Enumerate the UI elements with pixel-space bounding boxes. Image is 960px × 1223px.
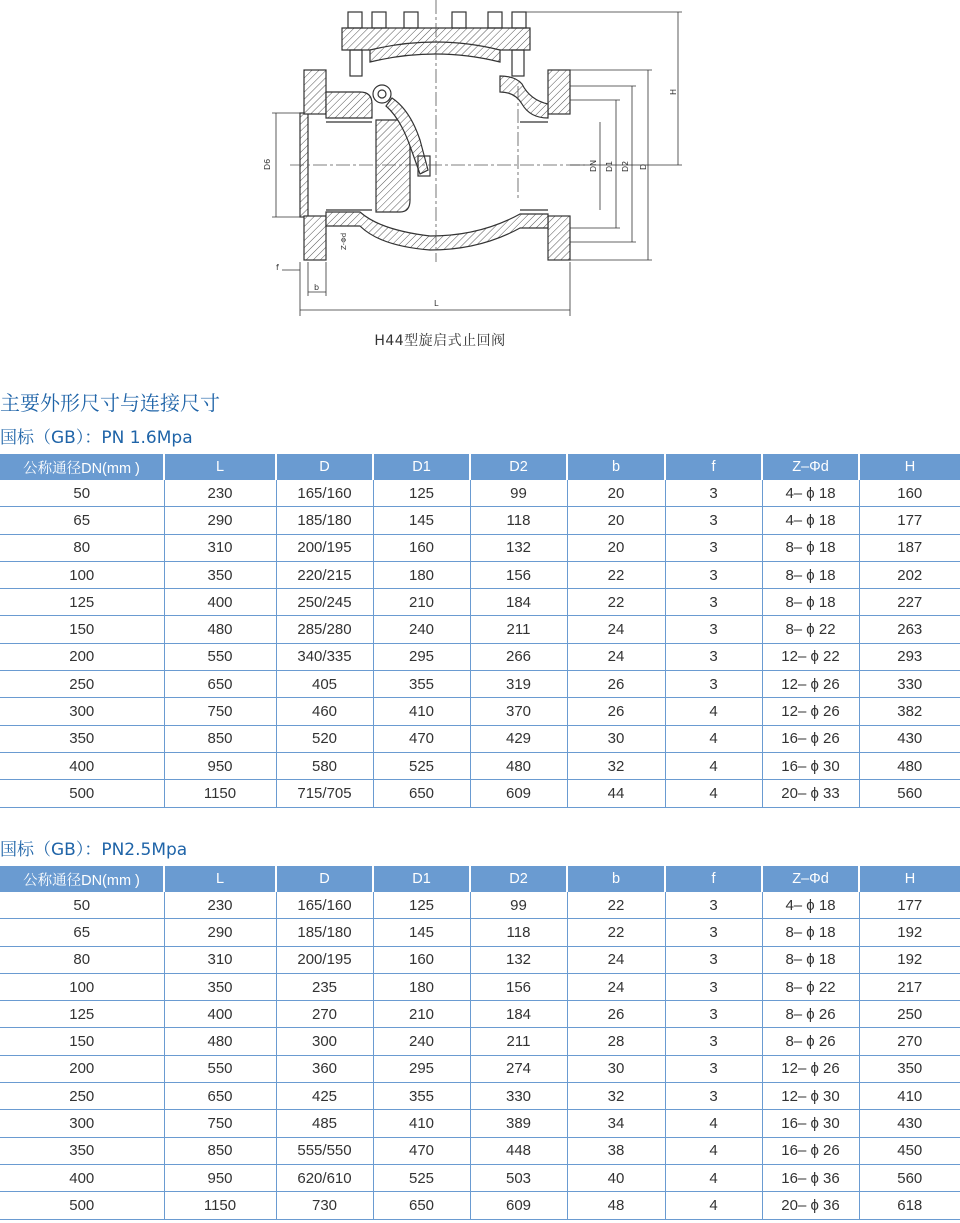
table-cell: 4 <box>665 1110 762 1137</box>
table-cell: 165/160 <box>276 480 373 507</box>
table-row <box>0 1028 960 1055</box>
table-cell: 217 <box>859 973 960 1000</box>
table-cell: 30 <box>567 725 665 752</box>
table-cell: 160 <box>373 946 470 973</box>
spec-table-pn25 <box>0 866 960 1220</box>
table-cell: 100 <box>0 973 164 1000</box>
table-cell: 750 <box>164 698 276 725</box>
table-cell: 850 <box>164 725 276 752</box>
table-cell: 350 <box>0 1137 164 1164</box>
table-cell: 4 <box>665 1192 762 1219</box>
table-cell: 220/215 <box>276 561 373 588</box>
table-cell: 480 <box>164 616 276 643</box>
table-body <box>0 892 960 1219</box>
table-cell: 3 <box>665 919 762 946</box>
table-cell: 50 <box>0 892 164 919</box>
table-cell: 26 <box>567 1001 665 1028</box>
table-cell: 3 <box>665 480 762 507</box>
table-cell: 12– ϕ 22 <box>762 643 859 670</box>
table-cell: 410 <box>859 1083 960 1110</box>
table-cell: 3 <box>665 946 762 973</box>
table-cell: 145 <box>373 919 470 946</box>
table-cell: 618 <box>859 1192 960 1219</box>
table-cell: 400 <box>0 1164 164 1191</box>
table-cell: 382 <box>859 698 960 725</box>
table-cell: 3 <box>665 1001 762 1028</box>
table-cell: 12– ϕ 26 <box>762 671 859 698</box>
table-row <box>0 725 960 752</box>
table-cell: 609 <box>470 1192 567 1219</box>
table-cell: 4 <box>665 725 762 752</box>
table-cell: 350 <box>0 725 164 752</box>
table-cell: 240 <box>373 1028 470 1055</box>
dim-f-label: f <box>276 263 279 272</box>
column-header: f <box>665 454 762 480</box>
table-cell: 1150 <box>164 1192 276 1219</box>
table-cell: 430 <box>859 725 960 752</box>
table-cell: 3 <box>665 643 762 670</box>
table-cell: 4 <box>665 1137 762 1164</box>
table-cell: 448 <box>470 1137 567 1164</box>
table-cell: 555/550 <box>276 1137 373 1164</box>
table-cell: 20– ϕ 36 <box>762 1192 859 1219</box>
table-cell: 250 <box>859 1001 960 1028</box>
table-cell: 99 <box>470 480 567 507</box>
column-header: b <box>567 866 665 892</box>
table-cell: 8– ϕ 22 <box>762 973 859 1000</box>
table-cell: 192 <box>859 919 960 946</box>
table-cell: 202 <box>859 561 960 588</box>
column-header: Z–Φd <box>762 866 859 892</box>
dim-D6-label: D6 <box>263 158 272 170</box>
column-header: D1 <box>373 866 470 892</box>
table-cell: 410 <box>373 698 470 725</box>
table-cell: 560 <box>859 780 960 807</box>
column-header: H <box>859 866 960 892</box>
table-cell: 8– ϕ 18 <box>762 534 859 561</box>
table-cell: 210 <box>373 589 470 616</box>
table-cell: 20 <box>567 480 665 507</box>
table-row <box>0 1192 960 1219</box>
table-cell: 200/195 <box>276 946 373 973</box>
table-row <box>0 919 960 946</box>
table-cell: 500 <box>0 1192 164 1219</box>
table-cell: 4 <box>665 698 762 725</box>
table-row <box>0 534 960 561</box>
table-cell: 8– ϕ 26 <box>762 1028 859 1055</box>
table-cell: 355 <box>373 671 470 698</box>
table-cell: 3 <box>665 534 762 561</box>
table-row <box>0 616 960 643</box>
table-cell: 40 <box>567 1164 665 1191</box>
table-cell: 50 <box>0 480 164 507</box>
table-cell: 620/610 <box>276 1164 373 1191</box>
table-cell: 550 <box>164 643 276 670</box>
table-cell: 4– ϕ 18 <box>762 892 859 919</box>
table-2-title: 国标（GB）：PN2.5Mpa <box>0 840 188 860</box>
table-cell: 165/160 <box>276 892 373 919</box>
table-cell: 8– ϕ 26 <box>762 1001 859 1028</box>
dim-D2-label: D2 <box>621 160 630 172</box>
table-cell: 370 <box>470 698 567 725</box>
table-cell: 389 <box>470 1110 567 1137</box>
table-cell: 400 <box>0 752 164 779</box>
table-cell: 3 <box>665 561 762 588</box>
table-cell: 20 <box>567 534 665 561</box>
column-header: f <box>665 866 762 892</box>
table-cell: 65 <box>0 507 164 534</box>
spec-table-pn16 <box>0 454 960 808</box>
table-cell: 184 <box>470 1001 567 1028</box>
table-cell: 3 <box>665 1083 762 1110</box>
table-cell: 750 <box>164 1110 276 1137</box>
table-row <box>0 589 960 616</box>
table-cell: 4 <box>665 1164 762 1191</box>
table-row <box>0 561 960 588</box>
table-row <box>0 1083 960 1110</box>
table-cell: 430 <box>859 1110 960 1137</box>
table-cell: 8– ϕ 18 <box>762 946 859 973</box>
table-cell: 300 <box>276 1028 373 1055</box>
table-cell: 16– ϕ 26 <box>762 1137 859 1164</box>
table-cell: 24 <box>567 643 665 670</box>
table-cell: 3 <box>665 507 762 534</box>
table-cell: 310 <box>164 534 276 561</box>
table-row <box>0 892 960 919</box>
table-cell: 480 <box>859 752 960 779</box>
column-header: D <box>276 454 373 480</box>
table-cell: 160 <box>859 480 960 507</box>
table-cell: 80 <box>0 534 164 561</box>
table-cell: 3 <box>665 589 762 616</box>
table-cell: 715/705 <box>276 780 373 807</box>
table-cell: 450 <box>859 1137 960 1164</box>
table-cell: 400 <box>164 589 276 616</box>
table-cell: 16– ϕ 30 <box>762 1110 859 1137</box>
column-header: H <box>859 454 960 480</box>
table-1-title: 国标（GB）：PN 1.6Mpa <box>0 428 193 448</box>
table-cell: 12– ϕ 26 <box>762 698 859 725</box>
table-cell: 200 <box>0 643 164 670</box>
table-cell: 145 <box>373 507 470 534</box>
table-cell: 250 <box>0 1083 164 1110</box>
table-row <box>0 1001 960 1028</box>
table-cell: 156 <box>470 561 567 588</box>
table-row <box>0 1055 960 1082</box>
table-cell: 177 <box>859 892 960 919</box>
table-cell: 730 <box>276 1192 373 1219</box>
table-cell: 580 <box>276 752 373 779</box>
table-cell: 184 <box>470 589 567 616</box>
table-cell: 285/280 <box>276 616 373 643</box>
table-row <box>0 973 960 1000</box>
table-cell: 250 <box>0 671 164 698</box>
table-cell: 293 <box>859 643 960 670</box>
table-cell: 230 <box>164 480 276 507</box>
table-cell: 38 <box>567 1137 665 1164</box>
table-cell: 8– ϕ 18 <box>762 561 859 588</box>
table-cell: 44 <box>567 780 665 807</box>
table-cell: 16– ϕ 30 <box>762 752 859 779</box>
dim-D1-label: D1 <box>605 160 614 172</box>
table-cell: 22 <box>567 561 665 588</box>
table-cell: 16– ϕ 36 <box>762 1164 859 1191</box>
table-header-row <box>0 866 960 892</box>
column-header: b <box>567 454 665 480</box>
table-cell: 850 <box>164 1137 276 1164</box>
table-cell: 26 <box>567 698 665 725</box>
table-cell: 235 <box>276 973 373 1000</box>
table-row <box>0 480 960 507</box>
table-cell: 480 <box>470 752 567 779</box>
table-cell: 156 <box>470 973 567 1000</box>
valve-drawing <box>0 0 960 360</box>
table-cell: 8– ϕ 18 <box>762 589 859 616</box>
table-cell: 650 <box>164 671 276 698</box>
table-cell: 65 <box>0 919 164 946</box>
table-row <box>0 671 960 698</box>
table-cell: 160 <box>373 534 470 561</box>
table-cell: 118 <box>470 507 567 534</box>
table-cell: 250/245 <box>276 589 373 616</box>
table-cell: 270 <box>276 1001 373 1028</box>
table-cell: 263 <box>859 616 960 643</box>
table-cell: 180 <box>373 973 470 1000</box>
table-cell: 26 <box>567 671 665 698</box>
table-cell: 211 <box>470 616 567 643</box>
table-cell: 550 <box>164 1055 276 1082</box>
table-row <box>0 1164 960 1191</box>
table-cell: 180 <box>373 561 470 588</box>
table-row <box>0 698 960 725</box>
table-cell: 3 <box>665 1055 762 1082</box>
table-row <box>0 1110 960 1137</box>
table-cell: 300 <box>0 698 164 725</box>
table-cell: 460 <box>276 698 373 725</box>
table-cell: 400 <box>164 1001 276 1028</box>
column-header: D <box>276 866 373 892</box>
column-header: D2 <box>470 866 567 892</box>
table-cell: 192 <box>859 946 960 973</box>
table-cell: 34 <box>567 1110 665 1137</box>
table-cell: 274 <box>470 1055 567 1082</box>
column-header: L <box>164 866 276 892</box>
table-cell: 32 <box>567 1083 665 1110</box>
table-cell: 28 <box>567 1028 665 1055</box>
table-cell: 410 <box>373 1110 470 1137</box>
table-cell: 12– ϕ 26 <box>762 1055 859 1082</box>
table-cell: 350 <box>164 561 276 588</box>
table-cell: 100 <box>0 561 164 588</box>
table-cell: 520 <box>276 725 373 752</box>
table-cell: 340/335 <box>276 643 373 670</box>
table-cell: 650 <box>164 1083 276 1110</box>
table-cell: 4 <box>665 752 762 779</box>
table-cell: 20– ϕ 33 <box>762 780 859 807</box>
table-cell: 470 <box>373 1137 470 1164</box>
table-cell: 485 <box>276 1110 373 1137</box>
table-cell: 210 <box>373 1001 470 1028</box>
table-cell: 8– ϕ 18 <box>762 919 859 946</box>
table-cell: 12– ϕ 30 <box>762 1083 859 1110</box>
dim-H-label: H <box>669 88 678 95</box>
table-row <box>0 643 960 670</box>
table-cell: 405 <box>276 671 373 698</box>
table-cell: 425 <box>276 1083 373 1110</box>
table-row <box>0 946 960 973</box>
table-cell: 200 <box>0 1055 164 1082</box>
table-cell: 4– ϕ 18 <box>762 507 859 534</box>
section-title: 主要外形尺寸与连接尺寸 <box>0 391 220 415</box>
table-cell: 150 <box>0 1028 164 1055</box>
table-cell: 650 <box>373 1192 470 1219</box>
column-header: 公称通径DN(mm ) <box>0 454 164 480</box>
table-cell: 24 <box>567 946 665 973</box>
table-cell: 290 <box>164 919 276 946</box>
dim-b-label: b <box>314 283 320 292</box>
table-row <box>0 1137 960 1164</box>
table-cell: 355 <box>373 1083 470 1110</box>
table-cell: 24 <box>567 616 665 643</box>
table-cell: 429 <box>470 725 567 752</box>
column-header: L <box>164 454 276 480</box>
table-cell: 3 <box>665 973 762 1000</box>
dim-L-label: L <box>434 299 439 308</box>
column-header: D1 <box>373 454 470 480</box>
table-cell: 125 <box>373 480 470 507</box>
table-cell: 16– ϕ 26 <box>762 725 859 752</box>
table-cell: 266 <box>470 643 567 670</box>
table-cell: 150 <box>0 616 164 643</box>
table-cell: 211 <box>470 1028 567 1055</box>
table-cell: 30 <box>567 1055 665 1082</box>
table-cell: 8– ϕ 22 <box>762 616 859 643</box>
table-cell: 125 <box>373 892 470 919</box>
table-cell: 480 <box>164 1028 276 1055</box>
table-cell: 118 <box>470 919 567 946</box>
table-cell: 650 <box>373 780 470 807</box>
table-cell: 310 <box>164 946 276 973</box>
table-row <box>0 507 960 534</box>
table-cell: 290 <box>164 507 276 534</box>
table-cell: 300 <box>0 1110 164 1137</box>
table-cell: 185/180 <box>276 919 373 946</box>
table-cell: 360 <box>276 1055 373 1082</box>
table-cell: 125 <box>0 589 164 616</box>
table-cell: 4– ϕ 18 <box>762 480 859 507</box>
table-cell: 200/195 <box>276 534 373 561</box>
figure-caption: H44型旋启式止回阀 <box>374 333 506 349</box>
dim-Z-label: Z-Φd <box>340 232 348 250</box>
table-cell: 609 <box>470 780 567 807</box>
table-cell: 132 <box>470 946 567 973</box>
table-cell: 330 <box>470 1083 567 1110</box>
table-cell: 99 <box>470 892 567 919</box>
table-cell: 22 <box>567 892 665 919</box>
table-cell: 3 <box>665 671 762 698</box>
table-cell: 185/180 <box>276 507 373 534</box>
table-cell: 24 <box>567 973 665 1000</box>
table-cell: 295 <box>373 1055 470 1082</box>
table-cell: 22 <box>567 919 665 946</box>
table-header-row <box>0 454 960 480</box>
table-cell: 22 <box>567 589 665 616</box>
table-body <box>0 480 960 807</box>
table-cell: 227 <box>859 589 960 616</box>
column-header: D2 <box>470 454 567 480</box>
table-row <box>0 780 960 807</box>
table-cell: 470 <box>373 725 470 752</box>
table-cell: 295 <box>373 643 470 670</box>
table-cell: 177 <box>859 507 960 534</box>
table-cell: 319 <box>470 671 567 698</box>
table-cell: 525 <box>373 1164 470 1191</box>
table-row <box>0 752 960 779</box>
table-cell: 525 <box>373 752 470 779</box>
table-cell: 32 <box>567 752 665 779</box>
table-cell: 3 <box>665 892 762 919</box>
table-cell: 4 <box>665 780 762 807</box>
table-cell: 950 <box>164 1164 276 1191</box>
table-cell: 1150 <box>164 780 276 807</box>
column-header: Z–Φd <box>762 454 859 480</box>
table-cell: 350 <box>164 973 276 1000</box>
table-cell: 132 <box>470 534 567 561</box>
table-cell: 3 <box>665 1028 762 1055</box>
table-cell: 503 <box>470 1164 567 1191</box>
dim-DN-label: DN <box>589 159 598 172</box>
table-cell: 350 <box>859 1055 960 1082</box>
table-cell: 240 <box>373 616 470 643</box>
table-cell: 230 <box>164 892 276 919</box>
table-cell: 80 <box>0 946 164 973</box>
dim-D-label: D <box>639 163 648 170</box>
table-cell: 3 <box>665 616 762 643</box>
table-cell: 560 <box>859 1164 960 1191</box>
table-cell: 125 <box>0 1001 164 1028</box>
table-cell: 330 <box>859 671 960 698</box>
table-cell: 20 <box>567 507 665 534</box>
table-cell: 48 <box>567 1192 665 1219</box>
table-cell: 270 <box>859 1028 960 1055</box>
column-header: 公称通径DN(mm ) <box>0 866 164 892</box>
table-cell: 187 <box>859 534 960 561</box>
table-cell: 500 <box>0 780 164 807</box>
table-cell: 950 <box>164 752 276 779</box>
